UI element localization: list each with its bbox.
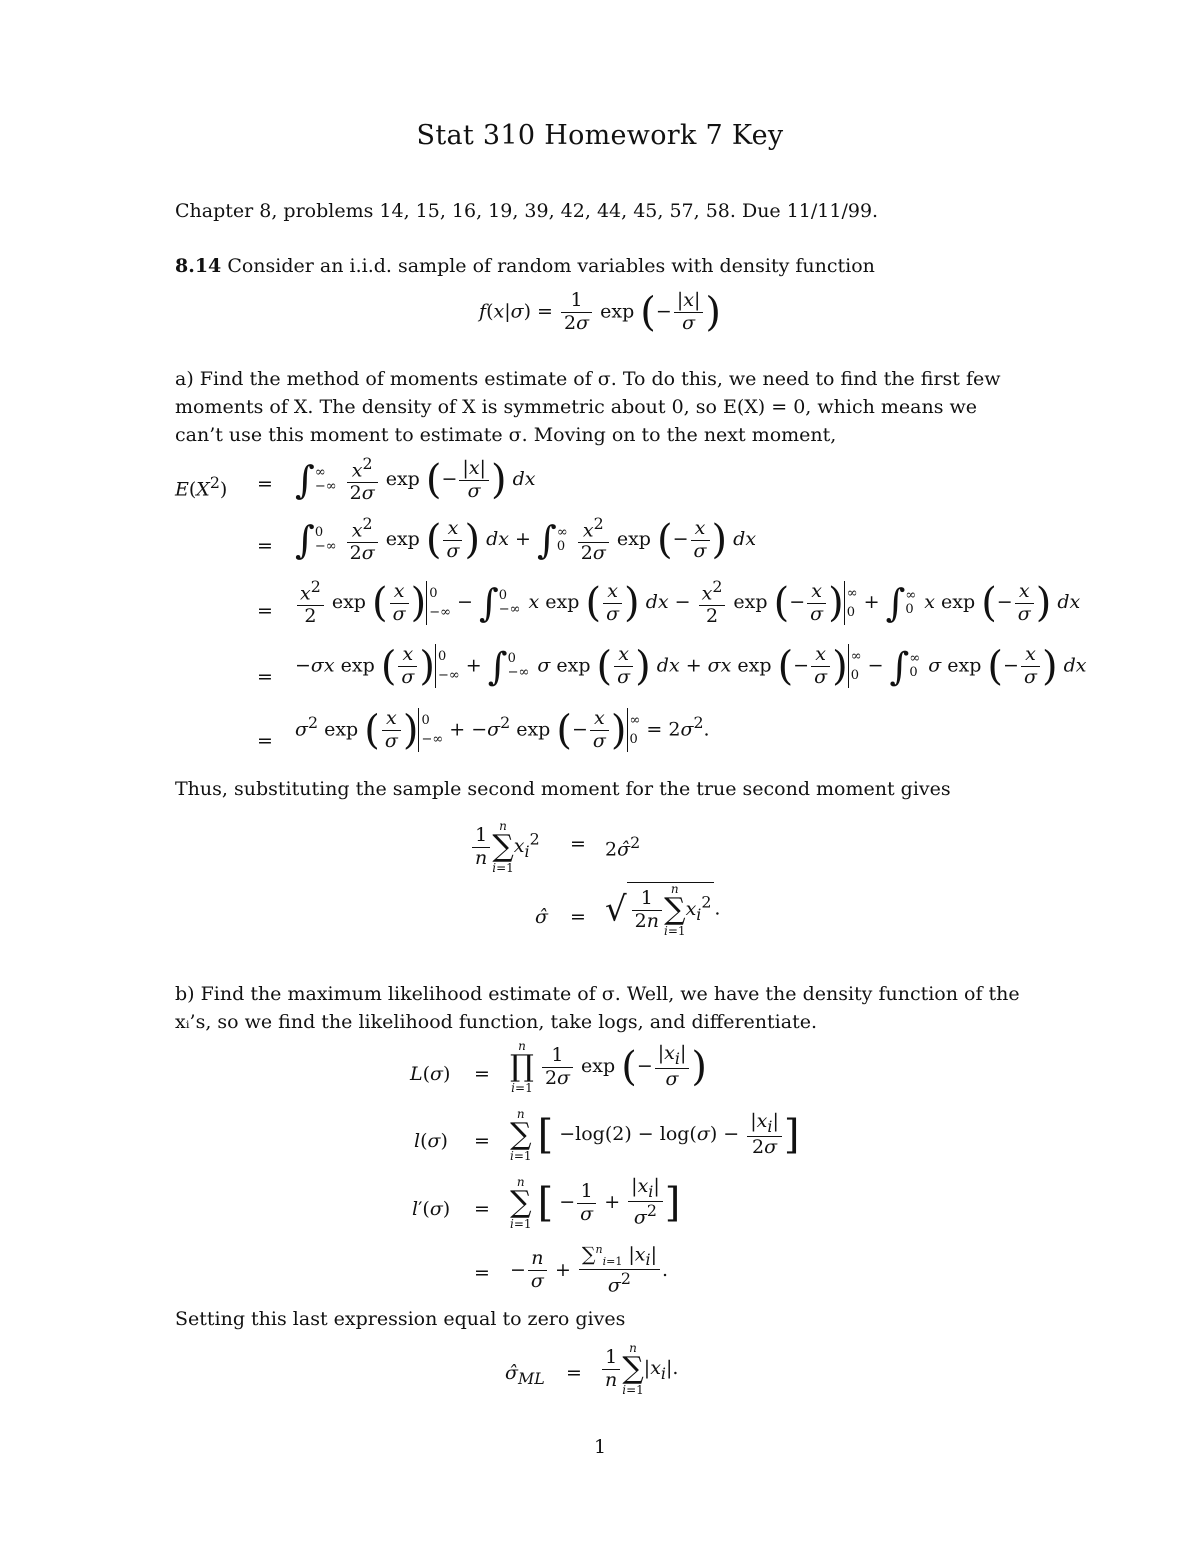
- moment-eq-lhs: $\frac{1}{n}$ n ∑ i=1 $x_i^2$: [470, 820, 540, 874]
- derivative-lhs: l′(σ): [412, 1198, 451, 1220]
- problem-number: 8.14: [175, 255, 222, 277]
- likelihood-lhs: L(σ): [410, 1063, 451, 1085]
- derivative-simplified: − $\frac{n}{\sigma}$ + $\frac{\sum^n_{i=1} |x_i|}{\sigma^2}$ .: [510, 1243, 669, 1297]
- log-likelihood-lhs: l(σ): [414, 1130, 448, 1152]
- problem-intro: Consider an i.i.d. sample of random variables with density function: [227, 255, 875, 277]
- part-a-line-1: a) Find the method of moments estimate of σ. To do this, we need to find the first few: [175, 368, 1001, 390]
- thus-line: Thus, substituting the sample second moment for the true second moment gives: [175, 778, 951, 800]
- log-likelihood-rhs: n ∑ i=1 [ −log(2) − log(σ) − $\frac{|x_i|}{2\sigma}$ ]: [510, 1107, 800, 1163]
- moment-eq-rhs: 2σ̂$^2$: [605, 833, 641, 861]
- part-a-line-2: moments of X. The density of X is symmetric about 0, so E(X) = 0, which means we: [175, 396, 977, 418]
- setting-line: Setting this last expression equal to zero gives: [175, 1308, 626, 1330]
- page-number: 1: [593, 1436, 607, 1458]
- ex2-lhs: $E(X^2)$: [175, 473, 228, 501]
- derivative-rhs: n ∑ i=1 [ − $\frac{1}{\sigma}$ + $\frac{|x_i|}{\sigma^2}$ ]: [510, 1175, 681, 1231]
- document-page: Stat 310 Homework 7 Key Chapter 8, problems 14, 15, 16, 19, 39, 42, 44, 45, 57, 58. Due 11/11/99. 8.14 Consider an i.i.d. sample of random variables with density function f(x|σ) = $\frac{1}{2\sigma}$ exp (− $\frac{|x|}{\sigma}$ ) a) Find the method of moments estimate of σ. To do this, we need to find the first few moments of X. The density of X is symmetric about 0, so E(X) = 0, which means we can’t use this moment to estimate σ. Moving on to the next moment, $E(X^2)$ = ∫ ∞ −∞ $\frac{x^2}{2\sigma}$ exp (− $\frac{|x|}{\sigma}$ ) dx = ∫ 0 −∞ $\frac{x^2}{2\sigma}$ exp ( $\frac{x}{\sigma}$ ) dx + ∫ ∞ 0 $\frac{x^2}{2\sigma}$ exp (− $\frac{x}{\sigma}$ ) dx = $\frac{x^2}{2}$ exp ( $\frac{x}{\sigma}$ ) 0 −∞ − ∫ 0 −∞ x exp ( $\frac{x}{\sigma}$ ) dx − $\frac{x^2}{2}$ exp (− $\frac{x}{\sigma}$ ) ∞ 0 + ∫ ∞ 0 x exp (− $\frac{x}{\sigma}$ ) dx = −σx exp ( $\frac{x}{\sigma}$ ) 0 −∞ + ∫ 0 −∞ σ exp ( $\frac{x}{\sigma}$ ) dx + σx exp (− $\frac{x}{\sigma}$ ) ∞ 0 − ∫ ∞ 0 σ exp (− $\frac{x}{\sigma}$ ) dx = $\sigma^2$ exp ( $\frac{x}{\sigma}$ ) 0 −∞ + $-\sigma^2$ exp (− $\frac{x}{\sigma}$ ) ∞ 0 = $2\sigma^2$. Thus, substituting the sample second moment for the true second moment gives $\frac{1}{n}$ n ∑ i=1 $x_i^2$ = 2σ̂$^2$ σ̂ = √ $\frac{1}{2n}$ n ∑ i=1 $x_i^2$ . b) Find the maximum likelihood estimate of σ. Well, we have the density function of the xᵢ’s, so we find the likelihood function, take logs, and differentiate. L(σ) = n ∏ i=1 $\frac{1}{2\sigma}$ exp (− $\frac{|x_i|}{\sigma}$ ) l(σ) = n ∑ i=1 [ −log(2) − log(σ) − $\frac{|x_i|}{2\sigma}$ ] l′(σ) = n ∑ i=1 [ − $\frac{1}{\sigma}$ + $\frac{|x_i|}{\sigma^2}$ ] = − $\frac{n}{\sigma}$ + $\frac{\sum^n_{i=1} |x_i|}{\sigma^2}$ . Setting this last expression equal to zero gives $\sigmâ_{ML}$ = $\frac{1}{n}$ n ∑ i=1 $|x_i|$. 1: [0, 0, 1200, 1553]
- likelihood-rhs: n ∏ i=1 $\frac{1}{2\sigma}$ exp (− $\frac{|x_i|}{\sigma}$ ): [510, 1039, 707, 1095]
- ex2-step-4: −σx exp ( $\frac{x}{\sigma}$ ) 0 −∞ + ∫ 0 −∞ σ exp ( $\frac{x}{\sigma}$ ) dx + σx exp (− $\frac{x}{\sigma}$ ) ∞ 0 − ∫ ∞ 0 σ exp (− $\frac{x}{\sigma}$ ) dx: [295, 643, 1087, 690]
- sigma-hat-rhs: √ $\frac{1}{2n}$ n ∑ i=1 $x_i^2$ .: [605, 882, 721, 938]
- problem-statement: [175, 255, 875, 277]
- sigma-hat-lhs: σ̂: [535, 906, 548, 928]
- mle-rhs: $\frac{1}{n}$ n ∑ i=1 $|x_i|$.: [600, 1342, 678, 1396]
- page-title: Stat 310 Homework 7 Key: [416, 120, 784, 151]
- part-a-line-3: can’t use this moment to estimate σ. Moving on to the next moment,: [175, 424, 837, 446]
- ex2-step-5: $\sigma^2$ exp ( $\frac{x}{\sigma}$ ) 0 −∞ + $-\sigma^2$ exp (− $\frac{x}{\sigma}$ ) ∞ 0 = $2\sigma^2$.: [295, 707, 710, 754]
- part-b-line-1: b) Find the maximum likelihood estimate of σ. Well, we have the density function of the: [175, 983, 1020, 1005]
- mle-lhs: $\sigmâ_{ML}$: [505, 1362, 545, 1388]
- part-b-line-2: xᵢ’s, so we find the likelihood function, take logs, and differentiate.: [175, 1011, 817, 1033]
- assignment-line: Chapter 8, problems 14, 15, 16, 19, 39, 42, 44, 45, 57, 58. Due 11/11/99.: [175, 200, 879, 222]
- ex2-step-1: ∫ ∞ −∞ $\frac{x^2}{2\sigma}$ exp (− $\frac{|x|}{\sigma}$ ) dx: [295, 454, 536, 505]
- ex2-step-2: ∫ 0 −∞ $\frac{x^2}{2\sigma}$ exp ( $\frac{x}{\sigma}$ ) dx + ∫ ∞ 0 $\frac{x^2}{2\sigma}$ exp (− $\frac{x}{\sigma}$ ) dx: [295, 514, 757, 565]
- ex2-step-3: $\frac{x^2}{2}$ exp ( $\frac{x}{\sigma}$ ) 0 −∞ − ∫ 0 −∞ x exp ( $\frac{x}{\sigma}$ ) dx − $\frac{x^2}{2}$ exp (− $\frac{x}{\sigma}$ ) ∞ 0 + ∫ ∞ 0 x exp (− $\frac{x}{\sigma}$ ) dx: [295, 578, 1080, 628]
- density-equation: f(x|σ) = $\frac{1}{2\sigma}$ exp (− $\frac{|x|}{\sigma}$ ): [479, 289, 721, 336]
